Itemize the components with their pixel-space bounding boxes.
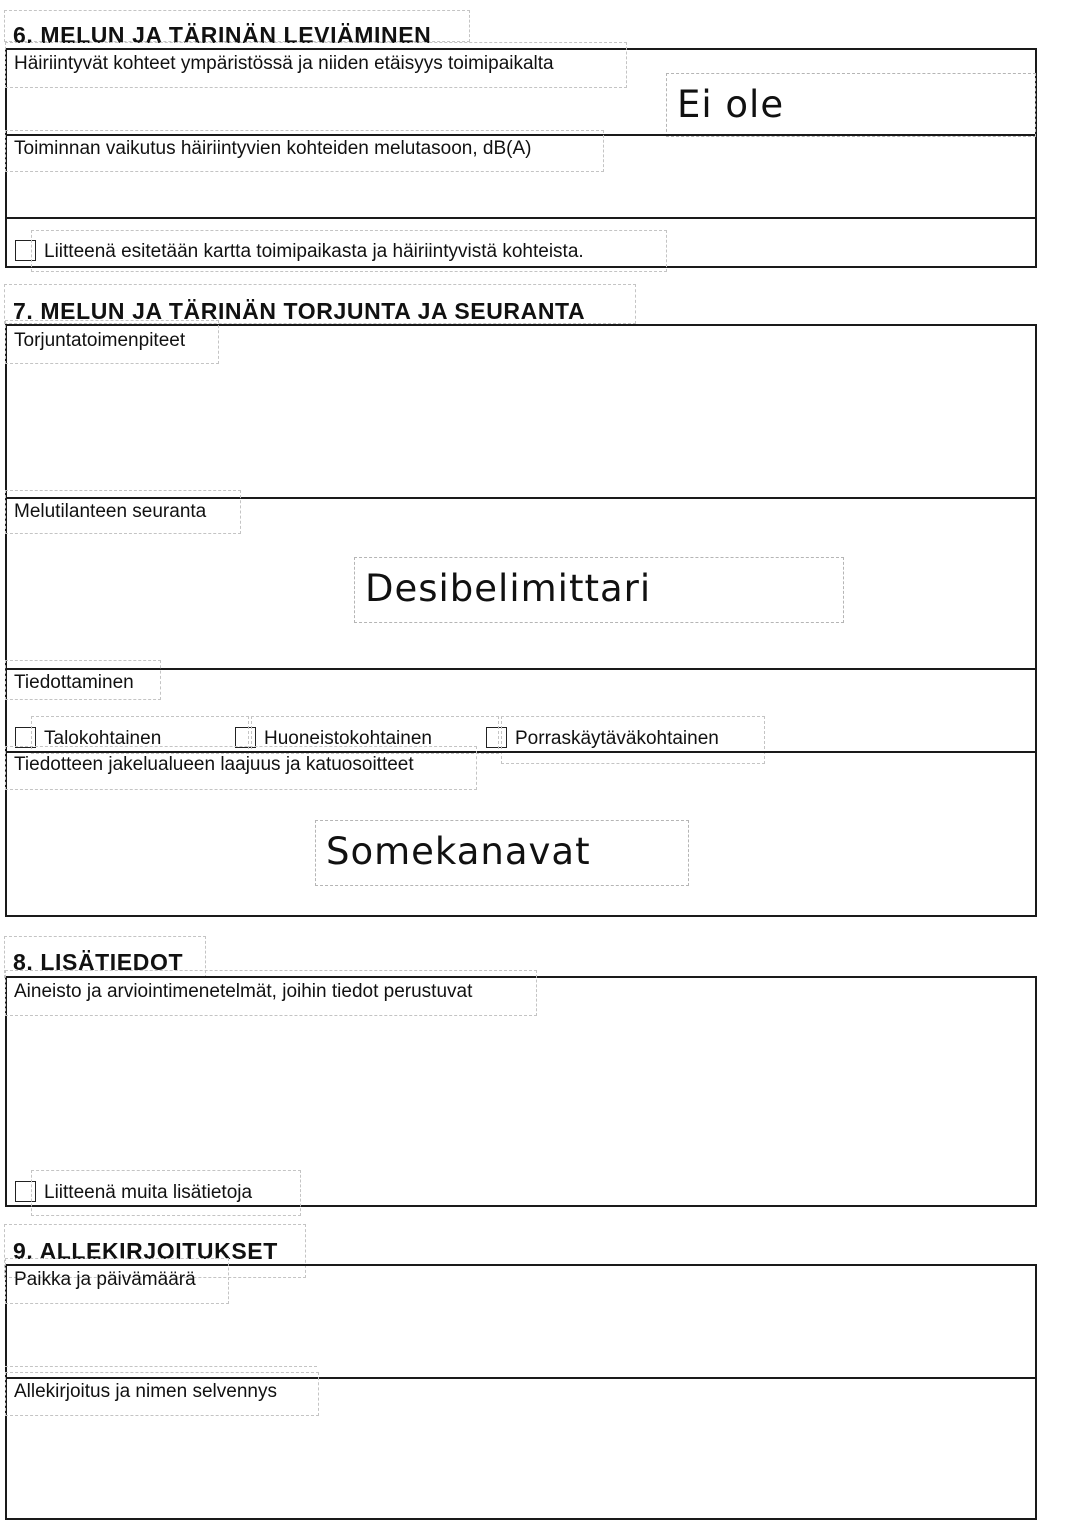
other-attachment-label: Liitteenä muita lisätietoja — [44, 1182, 253, 1203]
other-attachment-checkbox[interactable] — [15, 1181, 36, 1202]
distribution-field[interactable]: Somekanavat — [315, 820, 689, 886]
monitoring-field[interactable]: Desibelimittari — [354, 557, 844, 623]
targets-field[interactable]: Ei ole — [666, 73, 1036, 137]
map-attachment-option[interactable] — [15, 240, 584, 264]
apartment-label: Huoneistokohtainen — [264, 728, 432, 749]
stairwell-label: Porraskäytäväkohtainen — [515, 728, 719, 749]
section-9-box — [5, 1264, 1037, 1520]
map-attachment-checkbox[interactable] — [15, 240, 36, 261]
apartment-checkbox[interactable] — [235, 727, 256, 748]
informing-option-building[interactable] — [15, 727, 161, 751]
noise-level-field[interactable] — [607, 142, 1027, 206]
building-label: Talokohtainen — [44, 728, 162, 749]
methods-label: Aineisto ja arviointimenetelmät, joihin tiedot perustuvat — [14, 981, 473, 1002]
section-6-heading: 6. MELUN JA TÄRINÄN LEVIÄMINEN — [13, 22, 432, 48]
measures-field[interactable] — [347, 386, 847, 450]
section-6-box — [5, 48, 1037, 268]
informing-option-apartment[interactable] — [235, 727, 432, 751]
building-checkbox[interactable] — [15, 727, 36, 748]
noise-level-label: Toiminnan vaikutus häiriintyvien kohteiden melutasoon, dB(A) — [14, 138, 532, 159]
measures-label: Torjuntatoimenpiteet — [14, 330, 186, 351]
monitoring-label: Melutilanteen seuranta — [14, 501, 207, 522]
informing-option-stairwell[interactable] — [486, 727, 719, 751]
place-date-label: Paikka ja päivämäärä — [14, 1269, 196, 1290]
informing-label: Tiedottaminen — [14, 672, 134, 693]
targets-label: Häiriintyvät kohteet ympäristössä ja niiden etäisyys toimipaikalta — [14, 53, 554, 74]
section-7-box — [5, 324, 1037, 917]
methods-field[interactable] — [347, 1048, 847, 1112]
section-8-box — [5, 976, 1037, 1207]
place-date-field[interactable] — [347, 1296, 847, 1360]
stairwell-checkbox[interactable] — [486, 727, 507, 748]
distribution-label: Tiedotteen jakelualueen laajuus ja katuosoitteet — [14, 754, 414, 775]
map-attachment-label: Liitteenä esitetään kartta toimipaikasta ja häiriintyvistä kohteista. — [44, 241, 584, 262]
section-8-heading: 8. LISÄTIEDOT — [13, 949, 184, 975]
signature-label: Allekirjoitus ja nimen selvennys — [14, 1381, 277, 1402]
signature-field[interactable] — [347, 1426, 847, 1490]
section-9-heading: 9. ALLEKIRJOITUKSET — [13, 1238, 278, 1264]
section-7-heading: 7. MELUN JA TÄRINÄN TORJUNTA JA SEURANTA — [13, 298, 586, 324]
other-attachment-option[interactable] — [15, 1181, 252, 1205]
